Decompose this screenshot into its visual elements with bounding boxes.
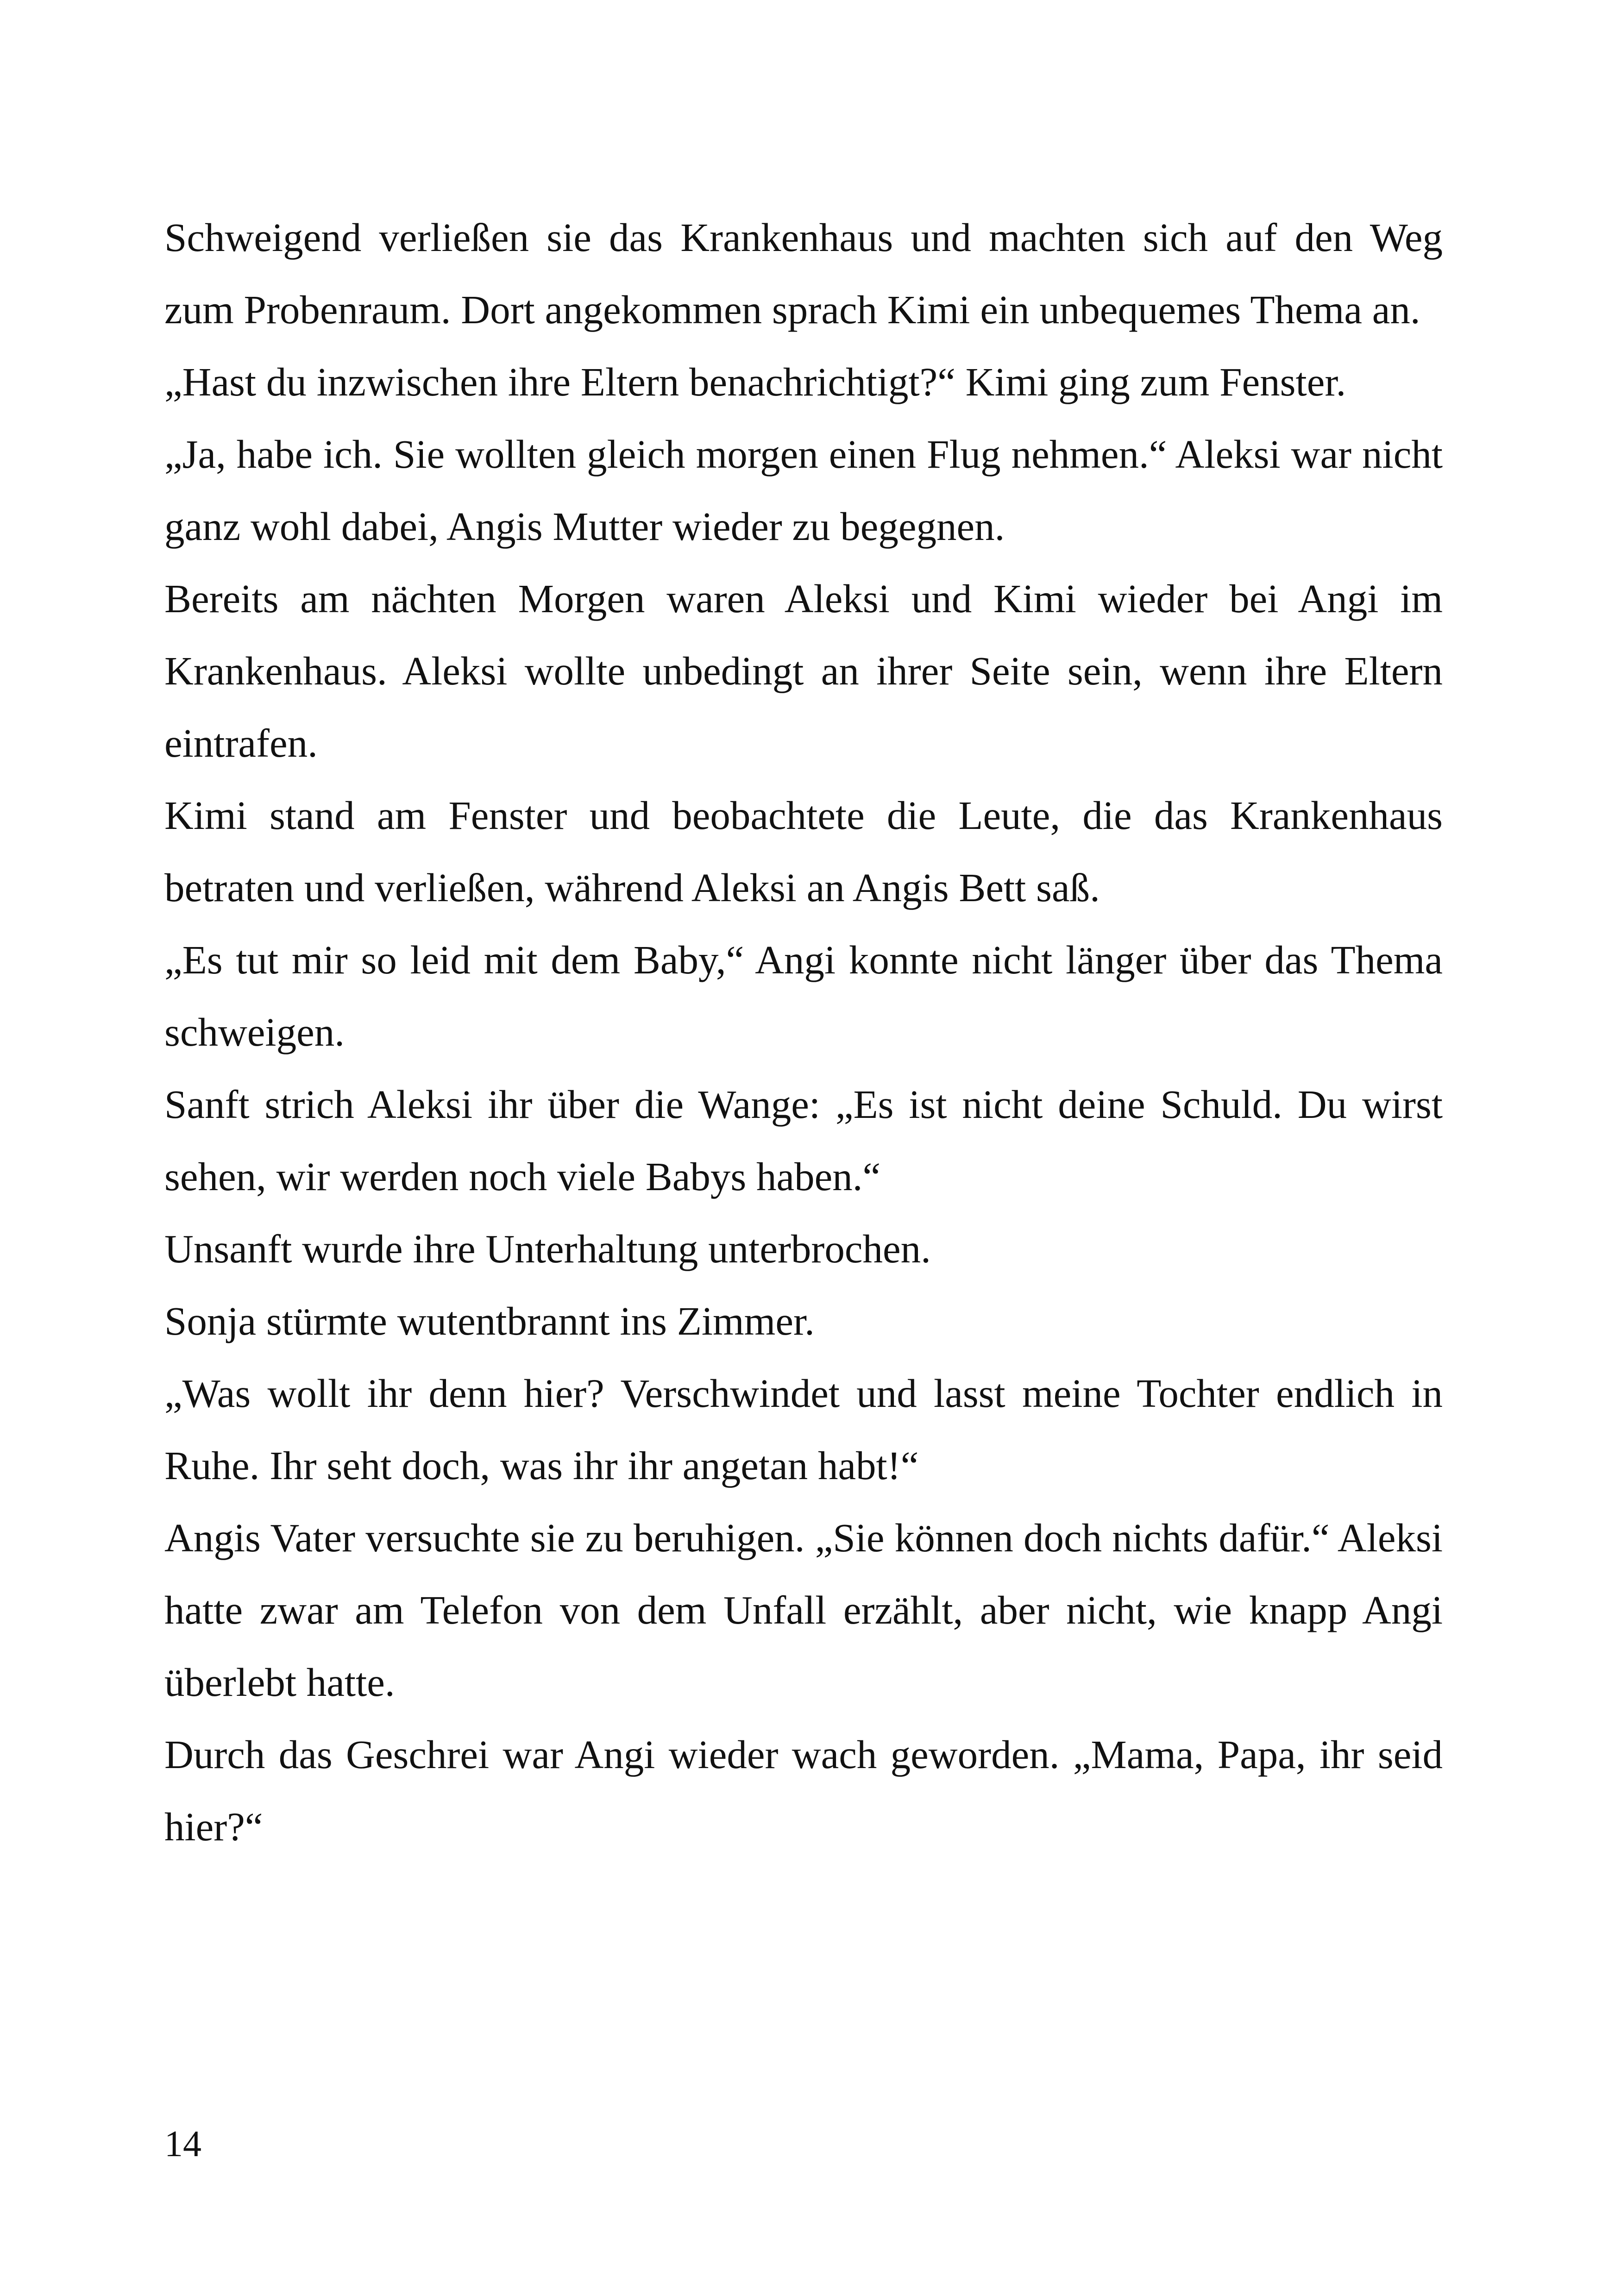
paragraph-9: Sonja stürmte wutentbrannt ins Zimmer. [164,1299,815,1343]
paragraph-2: „Hast du inzwischen ihre Eltern benachrichtigt?“ Kimi ging zum Fenster. [164,359,1346,404]
paragraph-7: Sanft strich Aleksi ihr über die Wange: „Es ist nicht deine Schuld. Du wirst sehen, wir werden noch viele Babys haben.“ [164,1082,1443,1199]
paragraph-5: Kimi stand am Fenster und beobachtete die Leute, die das Krankenhaus betraten und verließen, während Aleksi an Angis Bett saß. [164,793,1443,910]
paragraph-8: Unsanft wurde ihre Unterhaltung unterbrochen. [164,1226,931,1271]
paragraph-4: Bereits am nächten Morgen waren Aleksi und Kimi wieder bei Angi im Krankenhaus. Aleksi wollte unbedingt an ihrer Seite sein, wenn ihre Eltern eintrafen. [164,576,1443,765]
paragraph-6: „Es tut mir so leid mit dem Baby,“ Angi konnte nicht länger über das Thema schweigen. [164,937,1443,1054]
paragraph-1: Schweigend verließen sie das Krankenhaus und machten sich auf den Weg zum Probenraum. Dort angekommen sprach Kimi ein unbequemes Thema an. [164,215,1443,332]
paragraph-11: Angis Vater versuchte sie zu beruhigen. „Sie können doch nichts dafür.“ Aleksi hatte zwar am Telefon von dem Unfall erzählt, aber nicht, wie knapp Angi überlebt hatte. [164,1515,1443,1705]
body-text [164,201,1443,1863]
paragraph-12: Durch das Geschrei war Angi wieder wach geworden. „Mama, Papa, ihr seid hier?“ [164,1732,1443,1849]
paragraph-3: „Ja, habe ich. Sie wollten gleich morgen einen Flug nehmen.“ Aleksi war nicht ganz wohl dabei, Angis Mutter wieder zu begegnen. [164,432,1443,549]
page-number: 14 [164,2124,201,2164]
paragraph-10: „Was wollt ihr denn hier? Verschwindet und lasst meine Tochter endlich in Ruhe. Ihr seht doch, was ihr ihr angetan habt!“ [164,1371,1443,1488]
